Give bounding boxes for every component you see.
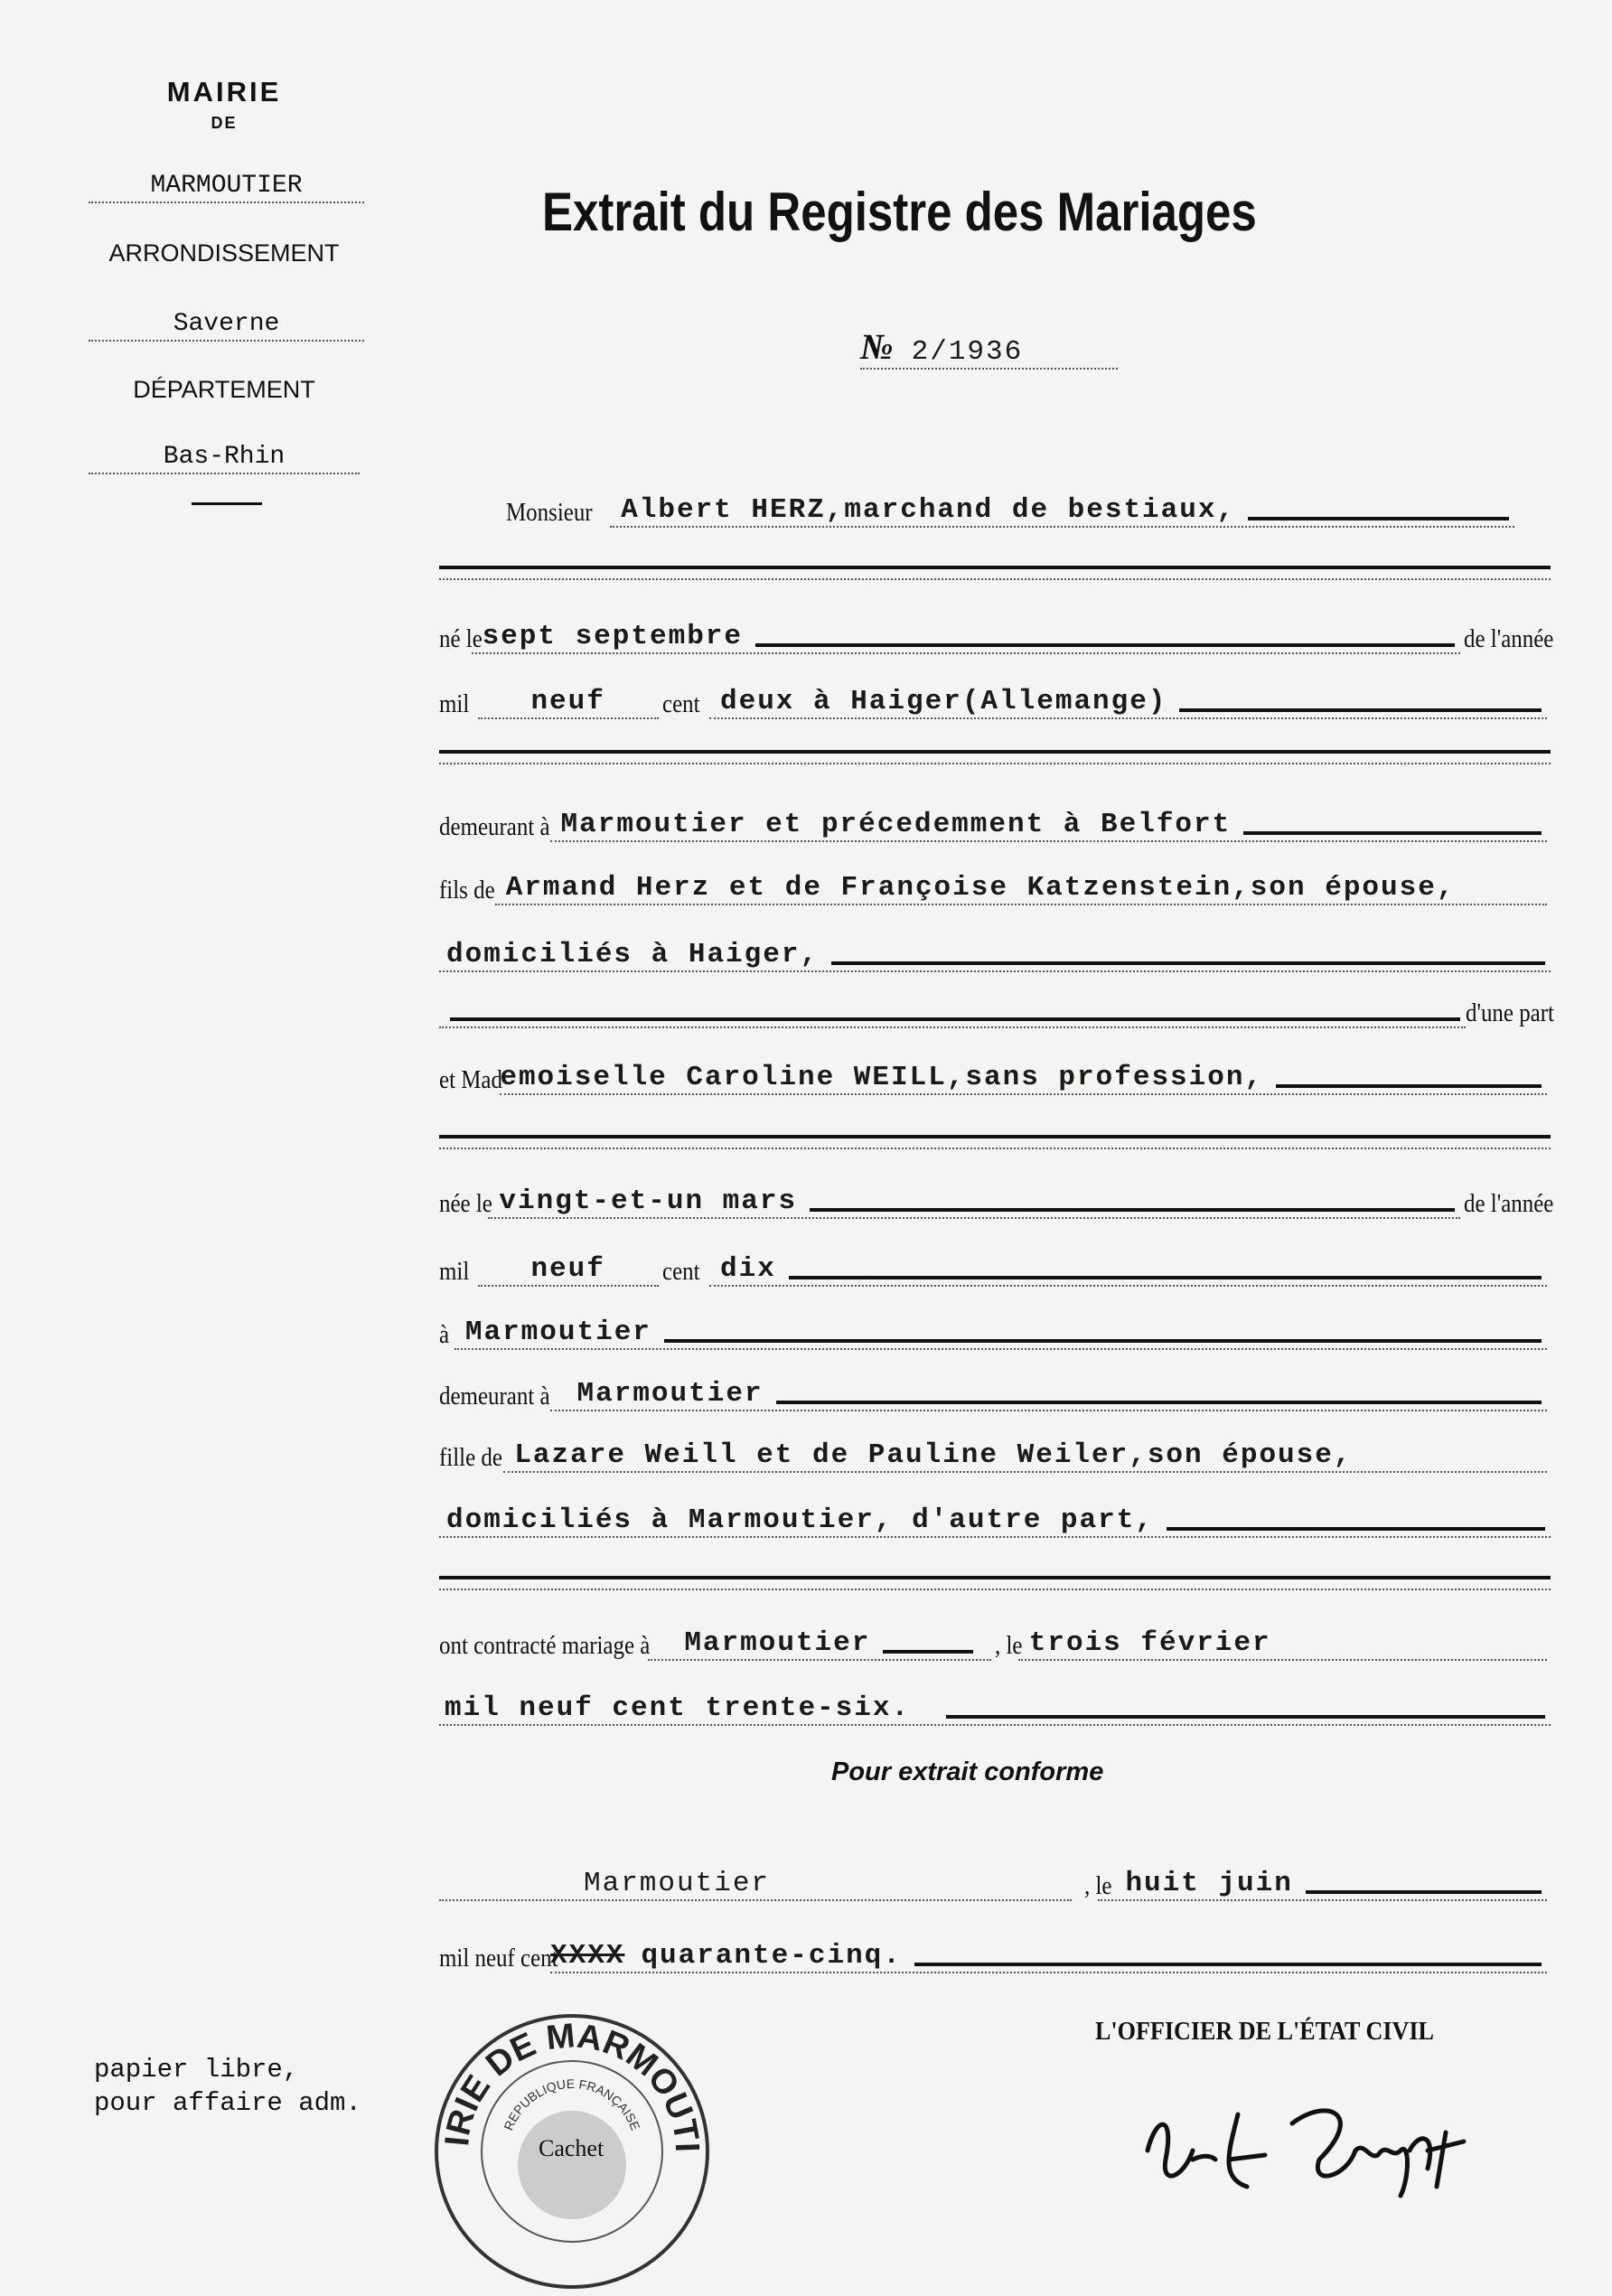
bride-parents-row xyxy=(439,1433,1551,1473)
mil-label: mil xyxy=(439,689,470,718)
bride-birth-row xyxy=(439,1179,1554,1219)
officer-title: L'OFFICIER DE L'ÉTAT CIVIL xyxy=(1095,2017,1434,2046)
departement-field: Bas-Rhin xyxy=(89,443,360,474)
marriage-row xyxy=(439,1621,1551,1661)
bride-birthplace: Marmoutier xyxy=(464,1317,651,1348)
groom-name: Albert HERZ,marchand de bestiaux, xyxy=(621,494,1236,526)
blank-line xyxy=(439,566,1551,580)
groom-parents: Armand Herz et de Françoise Katzenstein,son épouse, xyxy=(505,872,1456,904)
mil-label: mil xyxy=(439,1257,470,1286)
residing-label: demeurant à xyxy=(439,1382,550,1410)
mademoiselle-label: et Mad xyxy=(439,1065,502,1094)
bride-residence-row xyxy=(439,1372,1551,1411)
first-part-row xyxy=(439,989,1555,1028)
bride-birthplace-row xyxy=(439,1310,1551,1350)
bride-name-row xyxy=(439,1055,1551,1095)
groom-year-hundreds: neuf xyxy=(530,686,605,717)
residing-label: demeurant à xyxy=(439,812,550,841)
note xyxy=(94,2053,361,2120)
seal-inner-text: REPUBLIQUE FRANÇAISE xyxy=(501,2076,643,2132)
number-value: 2/1936 xyxy=(911,336,1024,368)
struck-text: XXXX xyxy=(550,1940,625,1972)
bride-domicile-row xyxy=(439,1498,1551,1538)
signature xyxy=(1129,2078,1509,2209)
marriage-year-row xyxy=(439,1686,1551,1726)
certification-place: Marmoutier xyxy=(584,1868,771,1899)
bride-born-date: vingt-et-un mars xyxy=(499,1185,798,1217)
first-part-label: d'une part xyxy=(1466,998,1555,1027)
marriage-place: Marmoutier xyxy=(684,1627,871,1659)
groom-residence: Marmoutier et précedemment à Belfort xyxy=(560,809,1232,840)
bride-parents: Lazare Weill et de Pauline Weiler,son épouse, xyxy=(514,1439,1353,1471)
sidebar-divider xyxy=(192,502,262,505)
groom-born-date: sept septembre xyxy=(482,621,744,652)
seal-text: IRIE DE MARMOUTI xyxy=(438,2017,707,2153)
arrondissement-label: ARRONDISSEMENT xyxy=(108,239,340,267)
groom-year-place: deux à Haiger(Allemange) xyxy=(719,686,1167,717)
groom-residence-row xyxy=(439,802,1551,842)
certification-year: quarante-cinq. xyxy=(641,1940,902,1972)
groom-parents-row xyxy=(439,866,1551,905)
le-label: , le xyxy=(1084,1871,1112,1900)
le-label: , le xyxy=(995,1631,1023,1660)
marriage-year: mil neuf cent trente-six. xyxy=(445,1692,911,1724)
groom-domicile-row xyxy=(439,932,1551,972)
a-label: à xyxy=(439,1320,450,1349)
arrondissement-field: Saverne xyxy=(89,310,364,342)
departement-label: DÉPARTEMENT xyxy=(133,376,315,403)
bride-parents-domicile: domiciliés à Marmoutier, d'autre part, xyxy=(446,1504,1154,1536)
register-number xyxy=(860,325,1118,370)
commune-field: MARMOUTIER xyxy=(89,172,364,203)
blank-line xyxy=(439,1135,1551,1149)
year-label: de l'année xyxy=(1464,1189,1554,1218)
note-line: pour affaire adm. xyxy=(94,2088,361,2118)
bride-year-hundreds: neuf xyxy=(530,1253,605,1285)
certification-heading: Pour extrait conforme xyxy=(831,1757,1104,1786)
mairie-de: DE xyxy=(211,114,238,132)
cent-label: cent xyxy=(661,1257,700,1286)
certification-date: huit juin xyxy=(1125,1868,1293,1899)
seal-label: Cachet xyxy=(539,2135,604,2161)
cent-label: cent xyxy=(661,689,700,718)
groom-birth-row xyxy=(439,614,1554,654)
blank-line xyxy=(439,750,1551,764)
year-label: mil neuf cent xyxy=(439,1944,558,1973)
daughter-of-label: fille de xyxy=(439,1443,502,1472)
groom-year-row xyxy=(439,679,1551,719)
official-seal xyxy=(432,2011,712,2291)
number-symbol: № xyxy=(860,326,894,367)
bride-residence: Marmoutier xyxy=(576,1378,764,1410)
certification-place-row xyxy=(439,1861,1551,1901)
groom-name-row xyxy=(506,488,1518,528)
note-line: papier libre, xyxy=(94,2055,299,2085)
marriage-label: ont contracté mariage à xyxy=(439,1631,651,1660)
mairie-heading: MAIRIE xyxy=(166,76,282,108)
bride-year-row xyxy=(439,1247,1551,1287)
certification-year-row xyxy=(439,1934,1551,1973)
born-label: né le xyxy=(439,624,483,653)
monsieur-label: Monsieur xyxy=(506,498,593,527)
groom-parents-domicile: domiciliés à Haiger, xyxy=(446,939,820,970)
year-label: de l'année xyxy=(1464,624,1554,653)
bride-year: dix xyxy=(719,1253,776,1285)
bride-name: emoiselle Caroline WEILL,sans profession, xyxy=(500,1062,1264,1093)
blank-line xyxy=(439,1576,1551,1590)
son-of-label: fils de xyxy=(439,876,495,904)
document-title: Extrait du Registre des Mariages xyxy=(542,182,1257,242)
born-label: née le xyxy=(439,1189,492,1218)
marriage-date: trois février xyxy=(1028,1627,1271,1659)
